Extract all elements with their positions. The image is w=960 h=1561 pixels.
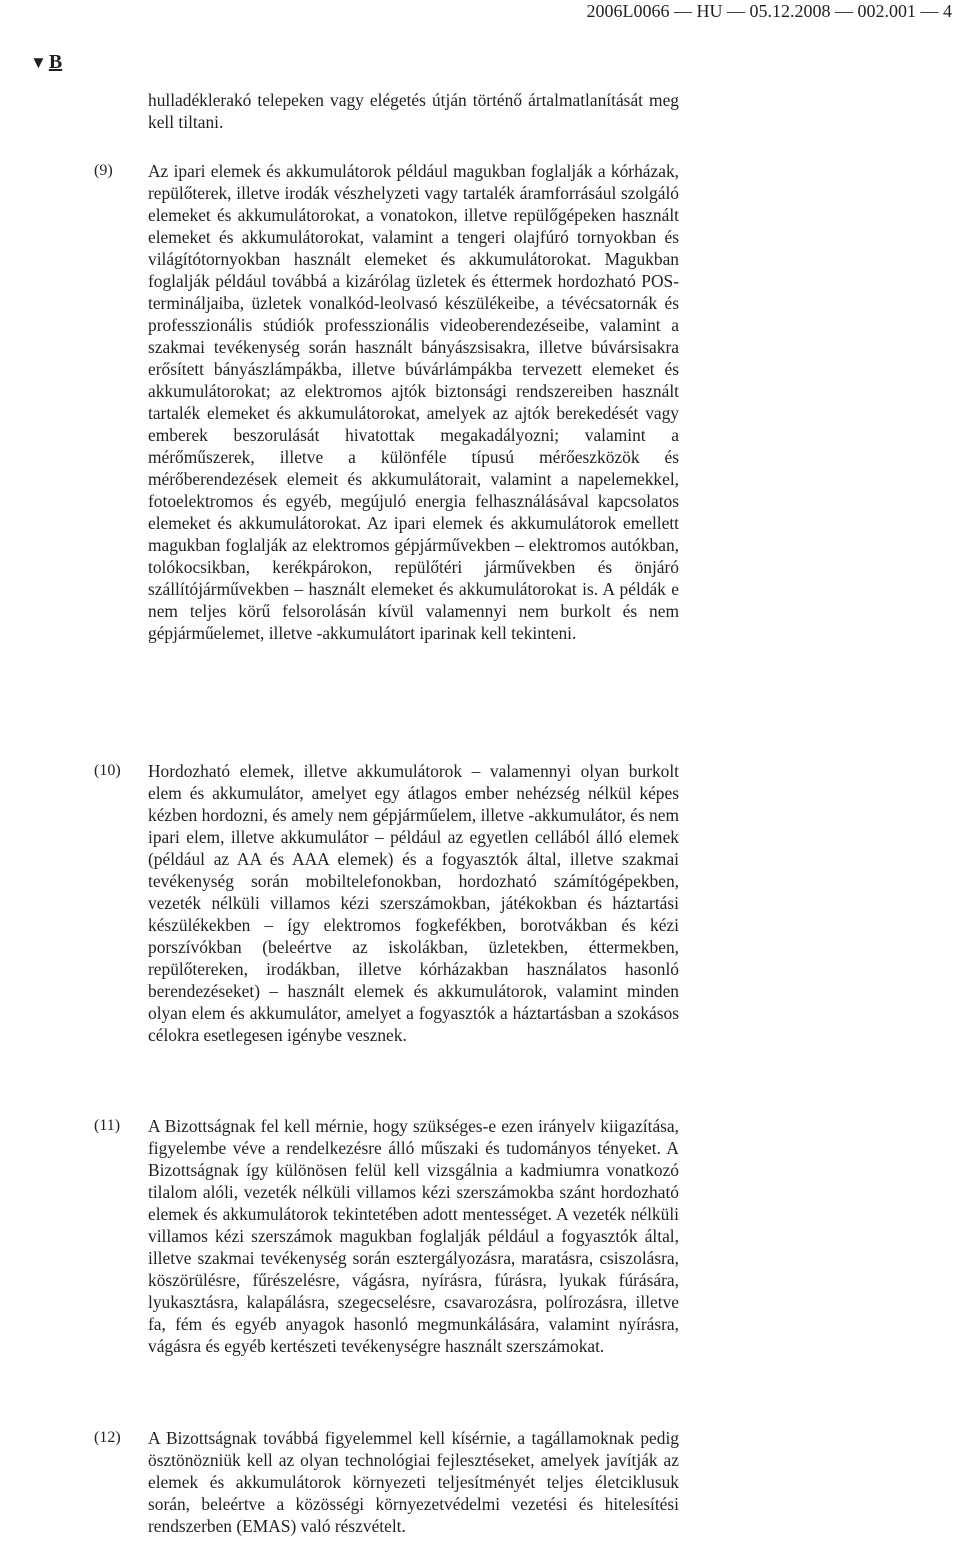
recital-text-10: Hordozható elemek, illetve akkumulátorok – valamennyi olyan burkolt elem és akkumulátor, amelyet egy átlagos ember nehézség nélkül képes kézben hordozni, és amely nem gépjárműelem, illetve -akkumulátor, és nem ipari elem, illetve akkumulátor – például az egyetlen cellából álló elemek (például az AA és AAA elemek) és a fogyasztók által, illetve szakmai tevékenység során mobiltelefonokban, hordozható számítógépekben, vezeték nélküli villamos kézi szerszámokban, játékokban és háztartási készülékekben – így elektromos fogkefékben, borotvákban és kézi porszívókban (beleértve az iskolákban, üzletekben, éttermekben, repülőtereken, irodákban, illetve kórházakban használatos hasonló berendezéseket) – használt elemek és akkumulátorok, valamint minden olyan elem és akkumulátor, amelyet a fogyasztók a háztartásban a szokásos célokra esetlegesen igénybe vesznek. — [148, 761, 679, 1045]
marker-label: B — [48, 51, 63, 73]
recital-text-12: A Bizottságnak továbbá figyelemmel kell kísérnie, a tagállamoknak pedig ösztönözniük kell az olyan technológiai fejlesztéseket, amelyek javítják az elemek és akkumulátorok környezeti teljesítményét teljes életciklusuk során, beleértve a közösségi környezetvédelmi vezetési és hitelesítési rendszerben (EMAS) való részvételt. — [148, 1428, 679, 1536]
recital-number-9: (9) — [94, 162, 113, 179]
triangle-down-icon: ▼ — [30, 53, 47, 72]
recital-text-11: A Bizottságnak fel kell mérnie, hogy szükséges-e ezen irányelv kiigazítása, figyelembe véve a rendelkezésre álló műszaki és tudományos tényeket. A Bizottságnak így különösen felül kell vizsgálnia a kadmiumra vonatkozó tilalom alóli, vezeték nélküli villamos kézi szerszámokba szánt hordozható elemek és akkumulátorok tekintetében adott mentességet. A vezeték nélküli villamos kézi szerszámok magukban foglalják például a fogyasztók által, illetve szakmai tevékenység során esztergályozásra, maratásra, csiszolásra, köszörülésre, fűrészelésre, vágásra, nyírásra, fúrásra, lyukak fúrására, lyukasztásra, kalapálásra, szegecselésre, csavarozásra, polírozásra, illetve fa, fém és egyéb anyagok hasonló megmunkálására, valamint nyírásra, vágásra és egyéb kertészeti tevékenységre használt szerszámokat. — [148, 1116, 679, 1356]
intro-text: hulladéklerakó telepeken vagy elégetés útján történő ártalmatlanítását meg kell tiltani. — [148, 90, 679, 132]
consolidation-marker — [30, 50, 62, 75]
recital-number-11: (11) — [94, 1117, 121, 1134]
recital-number-12: (12) — [94, 1429, 121, 1446]
page-header: 2006L0066 — HU — 05.12.2008 — 002.001 — 4 — [586, 1, 952, 21]
recital-text-9: Az ipari elemek és akkumulátorok például magukban foglalják a kórházak, repülőterek, illetve irodák vészhelyzeti vagy tartalék áramforrásául szolgáló elemeket és akkumulátorokat, a vonatokon, illetve repülőgépeken használt elemeket és akkumulátorokat, valamint a tengeri olajfúró tornyokban és világítótornyokban használt elemeket és akkumulátorokat. Magukban foglalják például továbbá a kizárólag üzletek és éttermek hordozható POS-termináljaiba, üzletek vonalkód-leolvasó készülékeibe, a tévécsatornák és professzionális stúdiók professzionális videoberendezéseibe, valamint a szakmai tevékenység során használt bányászsisakra, illetve búvársisakra erősített bányászlámpákba, illetve búvárlámpákba tervezett elemeket és akkumulátorokat; az elektromos ajtók biztonsági rendszereiben használt tartalék elemeket és akkumulátorokat, amelyek az ajtók berekedését vagy emberek beszorulását hivatottak megakadályozni; valamint a mérőműszerek, illetve a különféle típusú mérőeszközök és mérőberendezések elemeit és akkumulátorait, valamint a napelemekkel, fotoelektromos és egyéb, megújuló energia felhasználásával kapcsolatos elemeket és akkumulátorokat. Az ipari elemek és akkumulátorok emellett magukban foglalják az elektromos gépjárművekben – elektromos autókban, tolókocsikban, kerékpárokon, repülőtéri járművekben és önjáró szállítójárművekben – használt elemeket és akkumulátorokat is. A példák e nem teljes körű felsorolásán kívül valamennyi nem burkolt és nem gépjárműelemet, illetve -akkumulátort iparinak kell tekinteni. — [148, 161, 679, 643]
recital-number-10: (10) — [94, 762, 121, 779]
